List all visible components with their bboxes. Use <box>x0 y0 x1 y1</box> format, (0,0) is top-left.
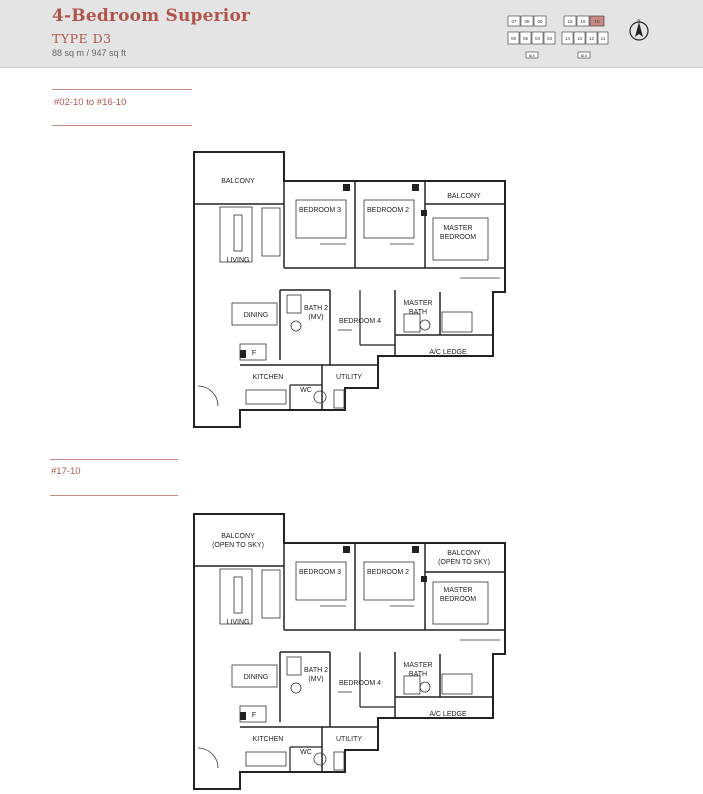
fridge-label: F <box>251 350 257 357</box>
keyplan-unit-label: 06 <box>510 36 517 41</box>
room-label-dining: DINING <box>243 312 269 319</box>
section-rule-bottom <box>52 125 192 126</box>
room-label-ac-ledge: A/C LEDGE <box>429 349 467 356</box>
room-label-balcony: BALCONY <box>221 178 255 185</box>
room-label-balcony-master: BALCONY <box>447 550 481 557</box>
room-label-utility: UTILITY <box>335 736 363 743</box>
section-label: #17-10 <box>51 466 81 477</box>
room-label-master-bath: MASTER <box>403 300 433 307</box>
unit-area: 88 sq m / 947 sq ft <box>52 48 127 58</box>
section-rule-top <box>50 459 178 460</box>
key-plan <box>504 12 616 62</box>
room-label-master-bath: BATH <box>408 309 428 316</box>
keyplan-unit-label: 16 <box>580 19 586 24</box>
room-label-balcony-master: (OPEN TO SKY) <box>438 559 490 566</box>
header-bar <box>0 0 703 68</box>
section-label: #02-10 to #16-10 <box>54 97 127 108</box>
room-label-master-bedroom: BEDROOM <box>439 234 477 241</box>
room-label-balcony: (OPEN TO SKY) <box>212 542 264 549</box>
section-rule-top <box>52 89 192 90</box>
keyplan-unit-label: 10 <box>594 19 600 24</box>
room-label-master-bath: MASTER <box>403 662 433 669</box>
room-label-bedroom4: BEDROOM 4 <box>338 318 382 325</box>
keyplan-unit-label: 04 <box>534 36 541 41</box>
keyplan-unit-label: 03 <box>546 36 553 41</box>
keyplan-unit-label: 08 <box>524 19 530 24</box>
floor-plan-2 <box>0 502 703 794</box>
unit-title: 4-Bedroom Superior <box>52 6 251 26</box>
keyplan-unit-label: 07 <box>511 19 517 24</box>
room-label-master-bath: BATH <box>408 671 428 678</box>
room-label-balcony: BALCONY <box>221 533 255 540</box>
north-arrow-icon <box>628 18 650 44</box>
keyplan-unit-label: 15 <box>567 19 573 24</box>
keyplan-block-label: BLK <box>528 54 536 58</box>
room-label-bedroom3: BEDROOM 3 <box>298 569 342 576</box>
room-label-wc: WC <box>300 749 312 756</box>
keyplan-unit-label: 13 <box>576 36 583 41</box>
fridge-label: F <box>251 712 257 719</box>
unit-type: TYPE D3 <box>52 31 112 46</box>
room-label-master-bedroom: MASTER <box>443 225 473 232</box>
svg-text:N: N <box>637 18 641 23</box>
room-label-bedroom2: BEDROOM 2 <box>366 207 410 214</box>
keyplan-unit-label: 14 <box>564 36 571 41</box>
room-label-dining: DINING <box>243 674 269 681</box>
section-rule-bottom <box>50 495 178 496</box>
room-label-kitchen: KITCHEN <box>252 736 284 743</box>
room-label-master-bedroom: BEDROOM <box>439 596 477 603</box>
room-label-bath2: (MV) <box>308 314 324 321</box>
keyplan-unit-label: 12 <box>588 36 595 41</box>
room-label-ac-ledge: A/C LEDGE <box>429 711 467 718</box>
keyplan-unit-label: 05 <box>522 36 529 41</box>
room-label-utility: UTILITY <box>335 374 363 381</box>
room-label-wc: WC <box>300 387 312 394</box>
room-label-balcony-master: BALCONY <box>447 193 481 200</box>
room-label-bath2: BATH 2 <box>304 305 328 312</box>
room-label-living: LIVING <box>226 619 250 626</box>
room-label-bath2: BATH 2 <box>304 667 328 674</box>
keyplan-unit-label: 11 <box>600 36 606 41</box>
keyplan-block-label: BLK <box>580 54 588 58</box>
room-label-bath2: (MV) <box>308 676 324 683</box>
room-label-living: LIVING <box>226 257 250 264</box>
room-label-bedroom2: BEDROOM 2 <box>366 569 410 576</box>
floor-plan-1 <box>0 140 703 440</box>
room-label-bedroom4: BEDROOM 4 <box>338 680 382 687</box>
keyplan-unit-label: 09 <box>537 19 543 24</box>
room-label-bedroom3: BEDROOM 3 <box>298 207 342 214</box>
room-label-master-bedroom: MASTER <box>443 587 473 594</box>
room-label-kitchen: KITCHEN <box>252 374 284 381</box>
